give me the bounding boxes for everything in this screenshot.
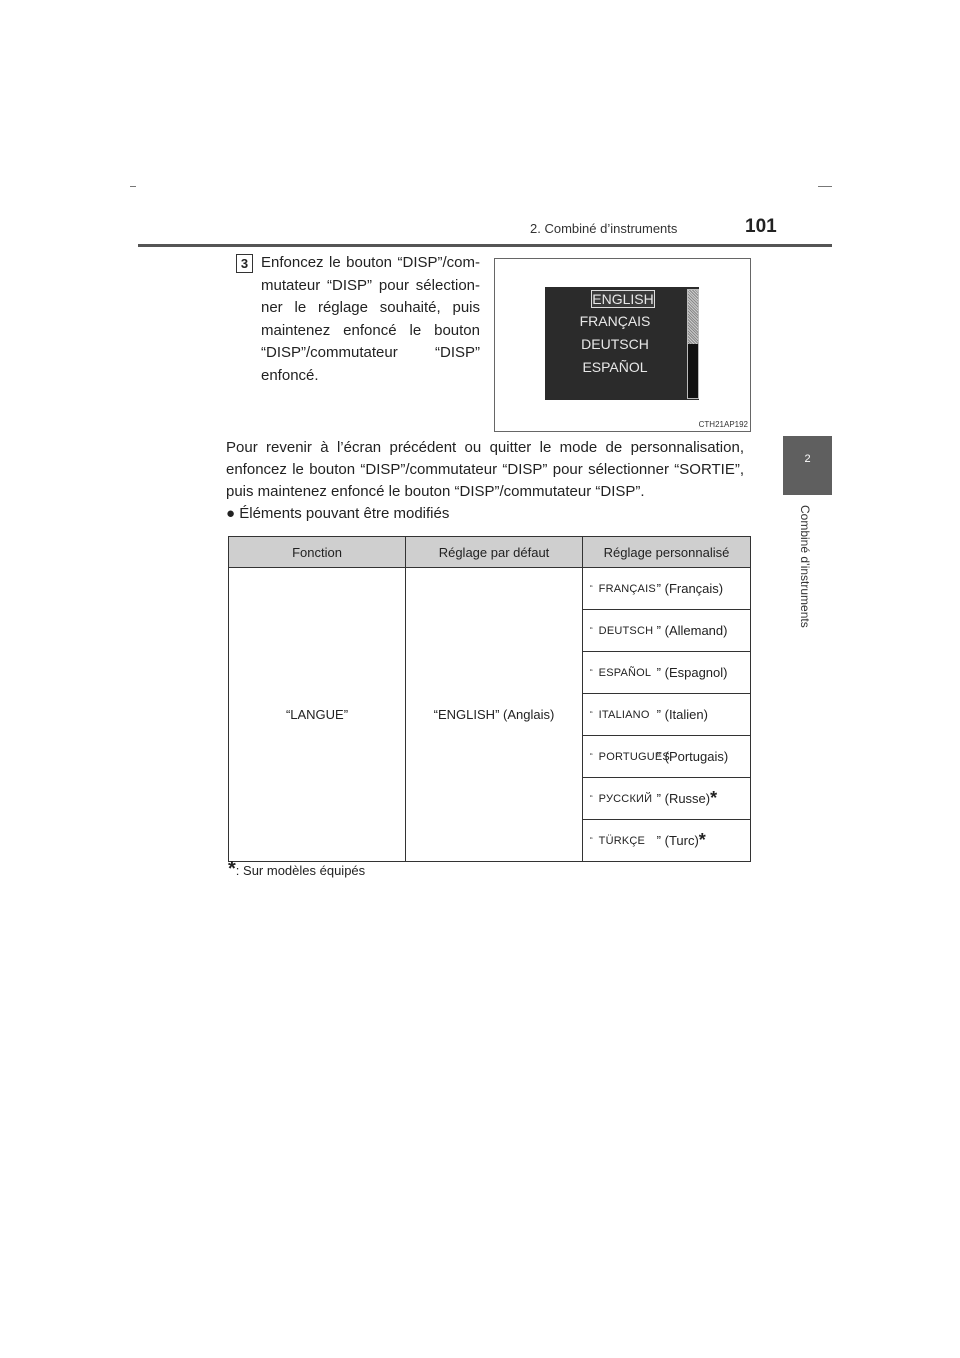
option-cell [583, 610, 751, 652]
open-quote: “ [590, 794, 593, 803]
table-row [229, 568, 751, 610]
open-quote: “ [590, 752, 593, 761]
chapter-tab: 2 [783, 436, 832, 495]
language-glyph: PORTUGUES [598, 750, 670, 763]
option-cell [583, 778, 751, 820]
option-label: ” (Italien) [656, 707, 708, 722]
language-option: DEUTSCH [581, 336, 649, 352]
crop-mark-left [130, 186, 136, 187]
language-glyph: DEUTSCH [598, 624, 654, 637]
figure-id: CTH21AP192 [698, 420, 748, 429]
step-number: 3 [236, 254, 253, 273]
language-glyph: ITALIANO [598, 708, 650, 721]
option-label: ” (Français) [656, 581, 724, 596]
option-cell [583, 736, 751, 778]
body-paragraph: Pour revenir à l’écran précédent ou quitter le mode de personnalisation, enfoncez le bouton “DISP”/commutateur “DISP” pour sélectionner “SORTIE”, puis maintenez enfoncé le bouton “DISP”/commutateur “DISP”. [226, 439, 744, 500]
scrollbar-thumb [688, 344, 698, 398]
column-header: Réglage par défaut [406, 537, 583, 568]
default-cell: “ENGLISH” (Anglais) [406, 568, 583, 862]
option-label: ” (Portugais) [656, 749, 729, 764]
footnote-star: * [698, 830, 706, 850]
page-number: 101 [745, 216, 777, 237]
bullet-icon: ● [226, 505, 236, 522]
display-illustration [494, 258, 751, 432]
option-label: ” (Allemand) [656, 623, 728, 638]
settings-table [228, 536, 751, 862]
language-option-selected: ENGLISH [592, 291, 654, 307]
column-header: Fonction [229, 537, 406, 568]
open-quote: “ [590, 836, 593, 845]
column-header: Réglage personnalisé [583, 537, 751, 568]
language-option: ESPAÑOL [582, 359, 648, 375]
crop-mark-right [818, 186, 832, 187]
option-cell [583, 652, 751, 694]
option-cell [583, 820, 751, 862]
language-glyph: TÜRKÇE [598, 834, 646, 847]
chapter-label: Combiné d’instruments [798, 505, 812, 628]
open-quote: “ [590, 626, 593, 635]
function-cell: “LANGUE” [229, 568, 406, 862]
language-glyph: FRANÇAIS [598, 582, 656, 595]
bullet-heading: ● Éléments pouvant être modifiés [226, 505, 450, 522]
open-quote: “ [590, 668, 593, 677]
multi-info-display [545, 287, 699, 400]
option-label: ” (Russe) [656, 791, 711, 806]
scrollbar [687, 289, 699, 399]
open-quote: “ [590, 710, 593, 719]
table-header-row [229, 537, 751, 568]
open-quote: “ [590, 584, 593, 593]
language-glyph: РУССКИЙ [598, 792, 653, 805]
step-text: Enfoncez le bouton “DISP”/com-mutateur “DISP” pour sélection-ner le réglage souhaité, puis maintenez enfoncé le bouton “DISP”/commutateur “DISP” enfoncé. [261, 254, 480, 384]
footnote: *: Sur modèles équipés [228, 858, 366, 880]
header-rule [138, 244, 832, 247]
option-label: ” (Turc) [656, 833, 699, 848]
footnote-star: * [710, 788, 718, 808]
section-title: 2. Combiné d’instruments [530, 221, 678, 236]
language-glyph: ESPAÑOL [598, 666, 652, 679]
option-label: ” (Espagnol) [656, 665, 728, 680]
option-cell [583, 694, 751, 736]
language-option: FRANÇAIS [579, 313, 651, 329]
footnote-mark: * [228, 858, 236, 880]
option-cell [583, 568, 751, 610]
